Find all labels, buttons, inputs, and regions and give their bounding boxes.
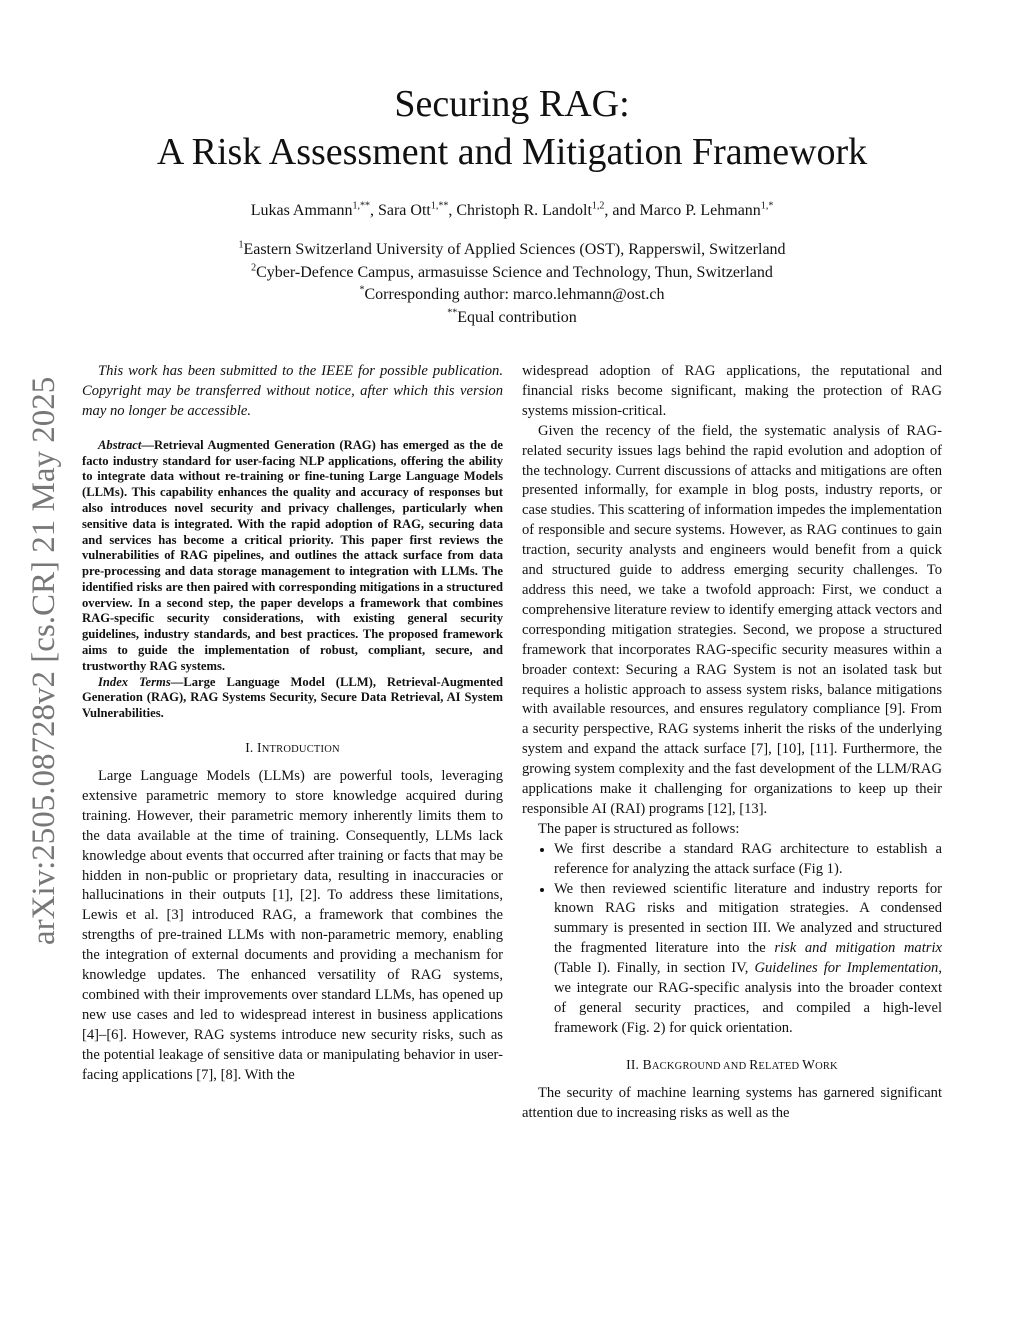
right-column: [522, 362, 942, 1124]
left-column: [82, 362, 503, 1085]
index-terms-text: —Large Language Model (LLM), Retrieval-Augmented Generation (RAG), RAG Systems Security, Secure Data Retrieval, AI System Vulnerabilities.: [82, 674, 504, 721]
intro-paragraph: Large Language Models (LLMs) are powerful tools, leveraging extensive parametric memory to store knowledge acquired during training. However, their parametric memory inherently limits them to the data available at the time of training. Consequently, LLMs lack knowledge about events that occurred after training or facts that may be hidden in non-public or proprietary data, resulting in inaccuracies or hallucinations in their outputs [1], [2]. To address these limitations, Lewis et al. [3] introduced RAG, a framework that combines the strengths of pre-trained LLMs with non-parametric memory, enabling the integration of external documents and providing a mechanism for knowledge updates. The enhanced versatility of RAG systems, combined with their improvements over standard LLMs, has opened up new use cases and led to widespread interest in business applications [4]–[6]. However, RAG systems introduce new security risks, such as the potential leakage of sensitive data or manipulating behavior in user-facing applications [7], [8]. With the: [82, 767, 503, 1083]
affiliation-1: [0, 239, 1024, 262]
affiliations: [0, 239, 1024, 329]
heading-part: NTRODUCTION: [261, 744, 340, 756]
author-separator: ,: [448, 202, 457, 219]
affil-text: Eastern Switzerland University of Applied Sciences (OST), Rapperswil, Switzerland: [243, 241, 786, 258]
section-heading-background: [522, 1055, 942, 1077]
list-item-text: (Table I). Finally, in section IV,: [554, 960, 755, 977]
paragraph: Given the recency of the field, the systematic analysis of RAG-related security issues lags behind the rapid evolution and adoption of the technology. Current discussions of attacks and mitigations are often presented informally, for example in blog posts, industry reports, or case studies. This scattering of information impedes the implementation of responsible and secure systems. However, as RAG continues to gain traction, security analysts and engineers would benefit from a quick and structured guide to address emerging security challenges. To address this need, we take a twofold approach: First, we conduct a comprehensive literature review to identify emerging attack vectors and corresponding mitigation strategies. Second, we propose a structured framework that incorporates RAG-specific security measures within a broader context: Securing a RAG System is not an isolated task but requires a holistic approach to assess system risks, balance mitigations with available resources, and ensures regulatory compliance [9]. From a security perspective, RAG systems inherit the risks of the underlying system and expand the attack surface [7], [10], [11]. Furthermore, the growing system complexity and the fast development of the LLM/RAG applications make it challenging for organizations to keep up their responsible AI (RAI) programs [12], [13].: [522, 422, 943, 817]
emphasis-text: Guidelines for Implementation: [754, 960, 939, 977]
abstract: [82, 438, 503, 675]
paragraph: The paper is structured as follows:: [538, 820, 740, 837]
paragraph: widespread adoption of RAG applications, the reputational and financial risks become significant, making the protection of RAG systems mission-critical.: [522, 363, 942, 419]
abstract-label: Abstract: [98, 437, 142, 452]
author-affil-mark: 1,*: [760, 200, 774, 212]
heading-part: ORK: [815, 1060, 838, 1072]
contribution-list: [522, 840, 942, 1039]
affil-text: Cyber-Defence Campus, armasuisse Science and Technology, Thun, Switzerland: [256, 263, 773, 281]
list-item-text: We then reviewed scientific literature and industry reports for known RAG risks and mitigation strategies. A condensed summary is presented in section III. We analyzed and structured the fragmented literature into the: [554, 880, 942, 957]
list-item: • We first describe a standard RAG architecture to establish a reference for analyzing the attack surface (Fig 1).: [554, 840, 942, 880]
author-name: Marco P. Lehmann: [639, 202, 761, 219]
index-terms-label: Index Terms: [98, 674, 171, 689]
paper-title: [0, 80, 1024, 176]
equal-contribution-note: [0, 307, 1024, 330]
affil-mark: 2: [251, 262, 257, 274]
list-item-text: , we integrate our RAG-specific analysis into the broader context of general security practices, and compiled a high-level framework (Fig. 2) for quick orientation.: [554, 960, 942, 1036]
author-affil-mark: 1,2: [591, 200, 605, 212]
author-separator: ,: [369, 202, 378, 219]
affil-text: Equal contribution: [457, 308, 577, 326]
author-name: Christoph R. Landolt: [456, 202, 592, 219]
arxiv-identifier: arXiv:2505.08728v2 [cs.CR] 21 May 2025: [26, 376, 62, 945]
heading-part: ACKGROUND AND: [651, 1060, 750, 1072]
heading-part: II. B: [626, 1056, 652, 1072]
affil-text: Corresponding author: marco.lehmann@ost.ch: [364, 286, 665, 303]
corresponding-author: [0, 284, 1024, 307]
title-line-1: Securing RAG:: [394, 83, 630, 125]
author-name: Sara Ott: [377, 202, 431, 219]
affiliation-2: [0, 262, 1024, 285]
heading-part: R: [749, 1056, 759, 1072]
title-line-2: A Risk Assessment and Mitigation Framework: [156, 131, 868, 173]
abstract-text: —Retrieval Augmented Generation (RAG) has emerged as the de facto industry standard for user-facing NLP applications, offering the ability to integrate data without re-training or fine-tuning Large Language Models (LLMs). This capability enhances the quality and accuracy of responses but also introduces novel security and privacy challenges, particularly when sensitive data is integrated. With the rapid adoption of RAG, securing data and services has become a critical priority. This paper first reviews the vulnerabilities of RAG pipelines, and outlines the attack surface from data pre-processing and data storage management to integration with LLMs. The identified risks are then paired with corresponding mitigations in a structured overview. In a second step, the paper develops a framework that combines RAG-specific security considerations, with existing general security guidelines, industry standards, and best practices. The proposed framework aims to guide the implementation of robust, compliant, secure, and trustworthy RAG systems.: [82, 437, 503, 673]
author-list: [0, 202, 1024, 220]
affil-mark: *: [359, 284, 365, 296]
author-affil-mark: 1,**: [430, 200, 449, 212]
author-name: Lukas Ammann: [250, 202, 353, 219]
ieee-notice: This work has been submitted to the IEEE for possible publication. Copyright may be transferred without notice, after which this version may no longer be accessible.: [82, 363, 503, 419]
emphasis-text: risk and mitigation matrix: [774, 940, 942, 957]
heading-part: ELATED: [758, 1060, 803, 1072]
affil-mark: 1: [238, 239, 244, 251]
heading-part: I. I: [245, 740, 262, 756]
background-paragraph: The security of machine learning systems has garnered significant attention due to increasing risks as well as the: [522, 1084, 942, 1121]
heading-part: W: [802, 1056, 816, 1072]
affil-mark: **: [447, 307, 458, 319]
index-terms: [82, 675, 503, 722]
author-separator: , and: [604, 202, 640, 219]
section-heading-introduction: [82, 738, 503, 760]
list-item: [554, 880, 942, 1039]
author-affil-mark: 1,**: [352, 200, 370, 212]
